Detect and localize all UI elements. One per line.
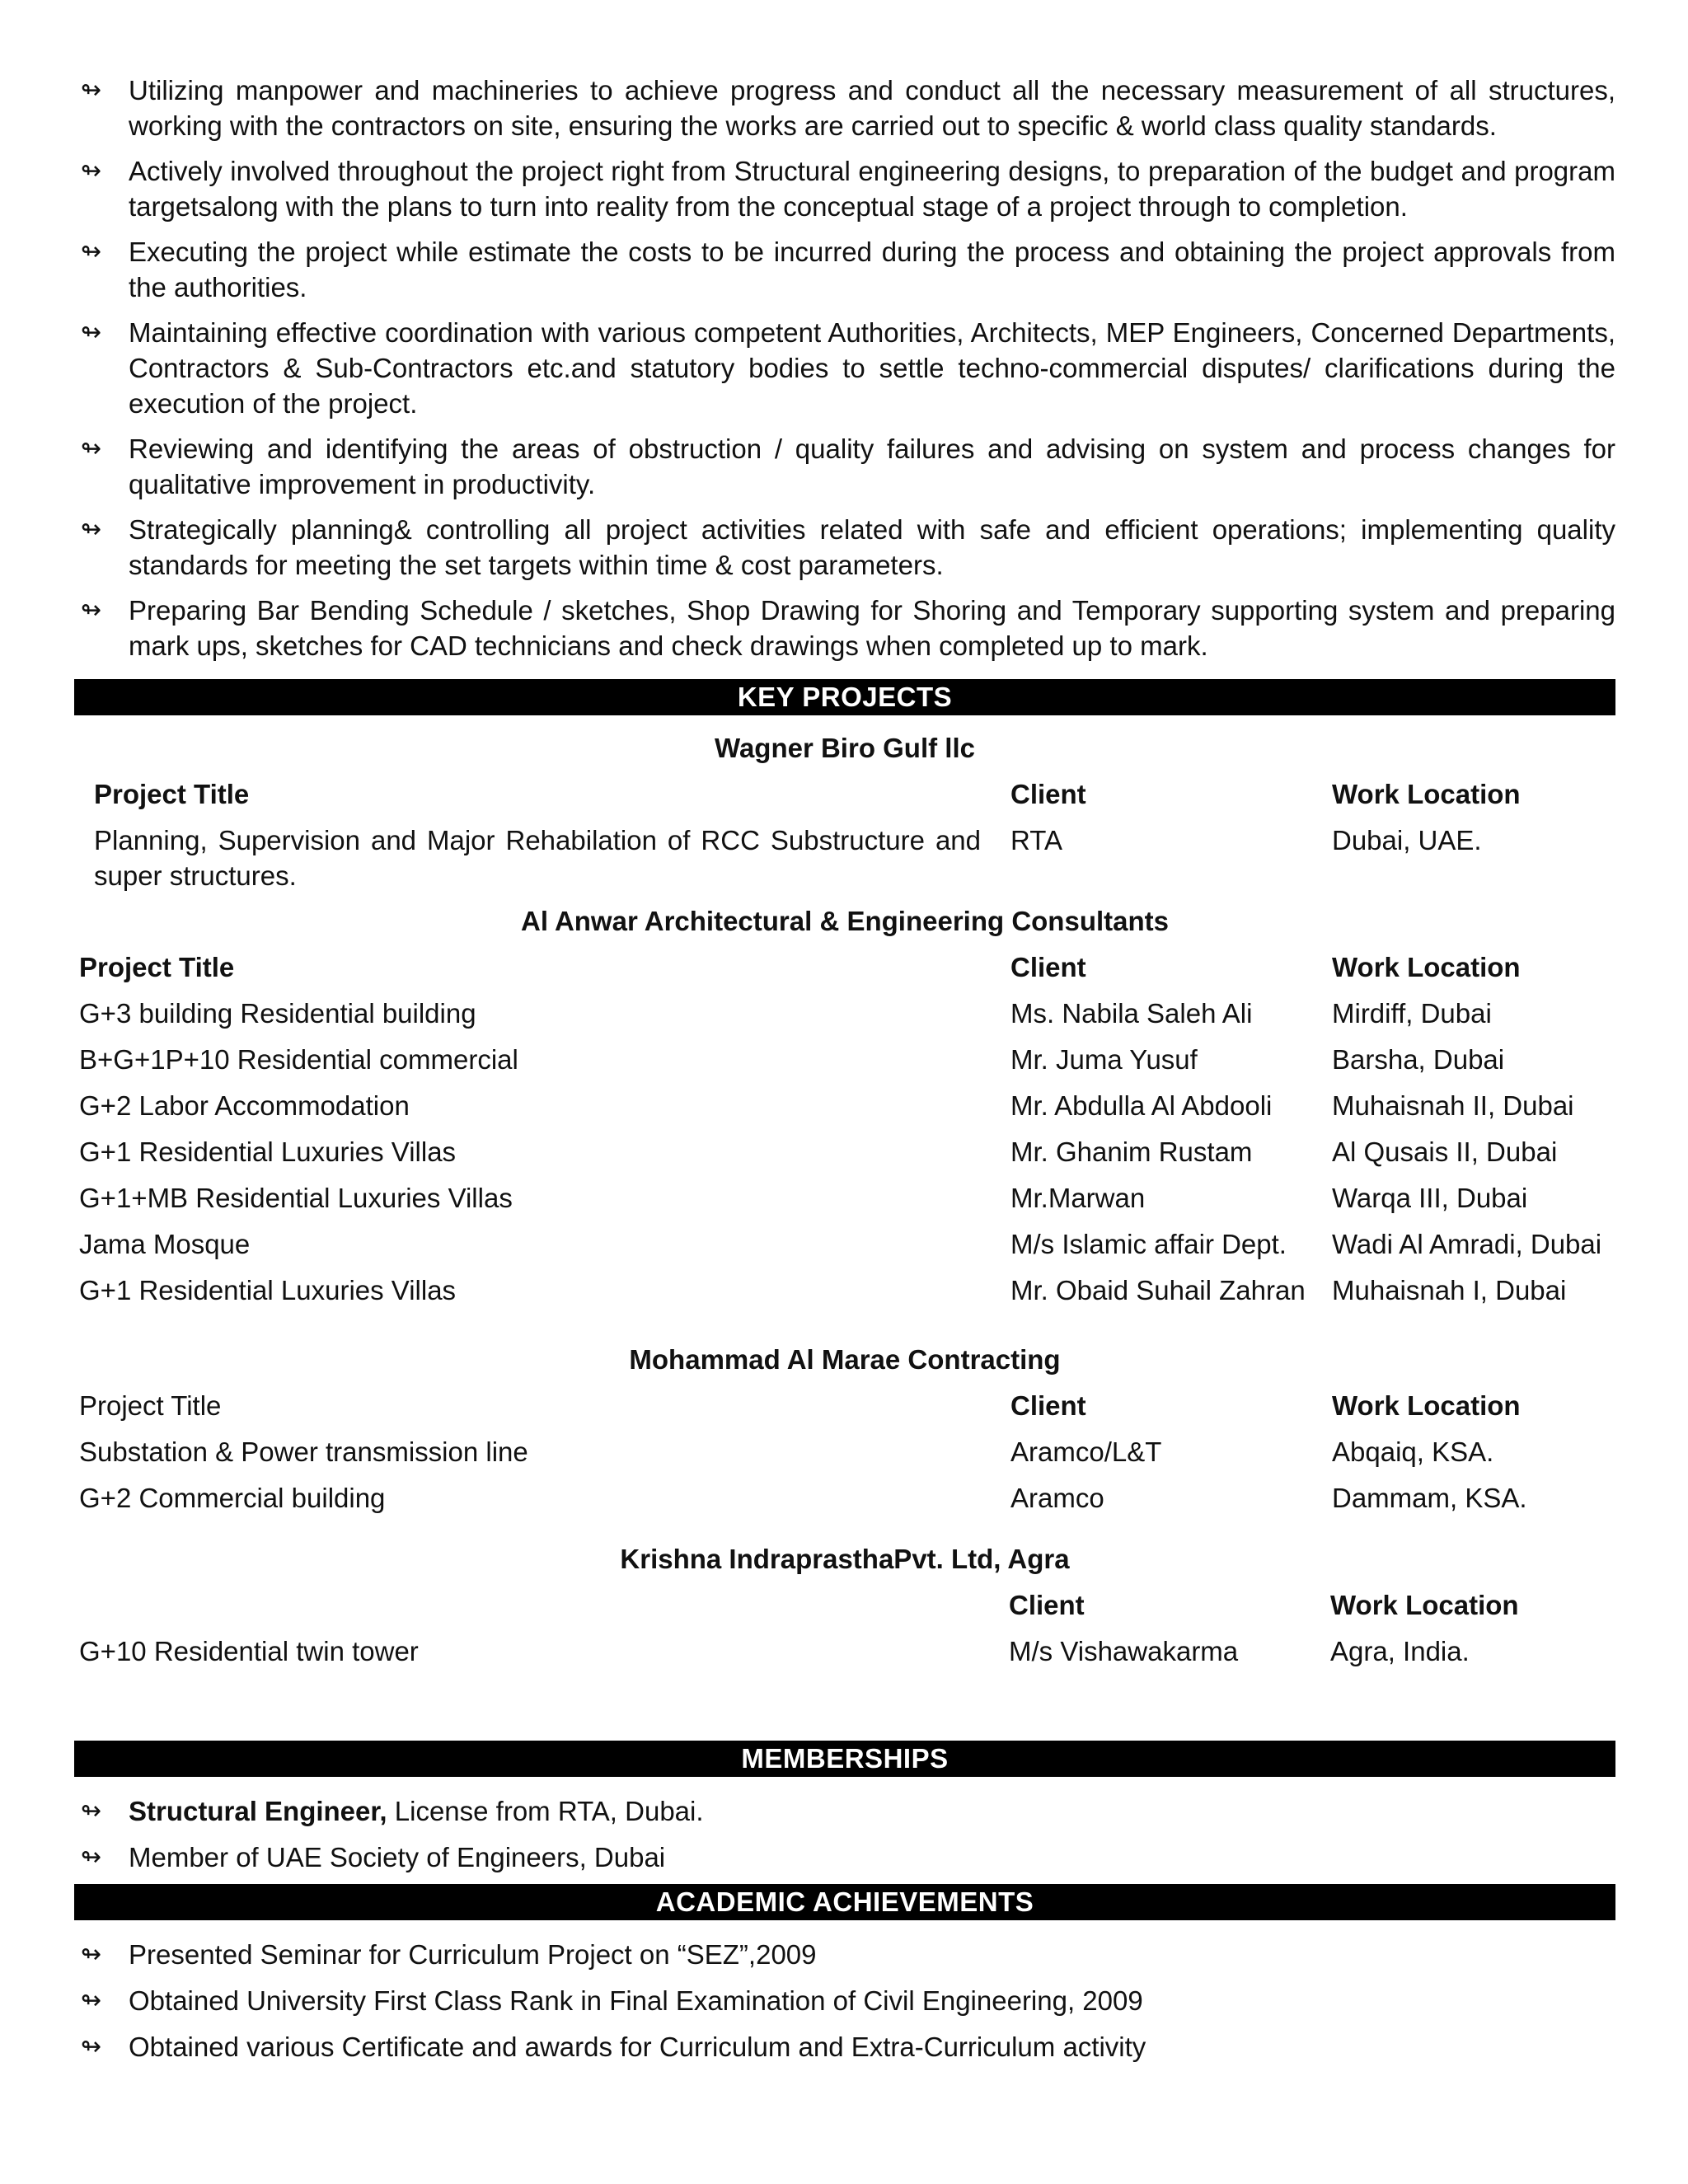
company-name: Al Anwar Architectural & Engineering Consultants [521, 906, 1169, 936]
project-title: G+10 Residential twin tower [79, 1636, 419, 1666]
project-client: Mr. Juma Yusuf [1010, 1044, 1198, 1075]
arrow-bullet-icon: ↬ [81, 1797, 102, 1825]
arrow-bullet-icon: ↬ [81, 435, 102, 462]
project-client: M/s Islamic affair Dept. [1010, 1229, 1287, 1259]
project-client: M/s Vishawakarma [1009, 1636, 1239, 1666]
column-header: Work Location [1332, 952, 1521, 982]
list-item: ↬ Utilizing manpower and machineries to achieve progress and conduct all the necessary measurement of all structures, working with the contractors on site, ensuring the works are carried out to specific & world class quality standards. [74, 73, 1615, 143]
arrow-bullet-icon: ↬ [81, 238, 102, 265]
company-name: Wagner Biro Gulf llc [715, 733, 975, 763]
responsibilities-list [74, 73, 1615, 673]
column-header: Client [1010, 952, 1086, 982]
arrow-bullet-icon: ↬ [81, 597, 102, 624]
arrow-bullet-icon: ↬ [81, 1844, 102, 1871]
arrow-bullet-icon: ↬ [81, 319, 102, 346]
project-location: Abqaiq, KSA. [1332, 1436, 1494, 1467]
list-item: ↬ Structural Engineer, License from RTA, Dubai. [74, 1793, 1615, 1829]
project-location: Mirdiff, Dubai [1332, 998, 1492, 1029]
column-header: Client [1010, 779, 1086, 809]
project-client: Mr. Ghanim Rustam [1010, 1137, 1253, 1167]
column-header: Work Location [1332, 779, 1521, 809]
project-title: B+G+1P+10 Residential commercial [79, 1044, 518, 1075]
list-item: ↬ Presented Seminar for Curriculum Project on “SEZ”,2009 [74, 1937, 1615, 1972]
project-title: Jama Mosque [79, 1229, 251, 1259]
project-client: Mr. Abdulla Al Abdooli [1010, 1090, 1273, 1121]
project-location: Muhaisnah II, Dubai [1332, 1090, 1574, 1121]
project-title: G+2 Commercial building [79, 1483, 386, 1513]
column-header: Project Title [94, 779, 250, 809]
key-projects-heading: KEY PROJECTS [74, 679, 1615, 715]
project-location: Muhaisnah I, Dubai [1332, 1275, 1567, 1305]
list-item: ↬ Maintaining effective coordination with various competent Authorities, Architects, MEP Engineers, Concerned Departments, Contractors & Sub-Contractors etc.and statutory bodies to settle techno-commercial disputes/ clarifications during the execution of the project. [74, 315, 1615, 421]
project-client: Aramco [1010, 1483, 1104, 1513]
project-client: Ms. Nabila Saleh Ali [1010, 998, 1253, 1029]
list-item: ↬ Member of UAE Society of Engineers, Dubai [74, 1840, 1615, 1875]
arrow-bullet-icon: ↬ [81, 77, 102, 104]
column-header: Work Location [1332, 1390, 1521, 1421]
academic-list [74, 1937, 1615, 2075]
column-header: Client [1010, 1390, 1086, 1421]
company-name: Krishna IndraprasthaPvt. Ltd, Agra [620, 1544, 1070, 1574]
list-item: ↬ Strategically planning& controlling all project activities related with safe and efficient operations; implementing quality standards for meeting the set targets within time & cost parameters. [74, 512, 1615, 583]
project-title: G+2 Labor Accommodation [79, 1090, 410, 1121]
company-name: Mohammad Al Marae Contracting [629, 1344, 1061, 1375]
column-header: Work Location [1330, 1590, 1519, 1620]
arrow-bullet-icon: ↬ [81, 2033, 102, 2060]
column-header: Project Title [79, 952, 235, 982]
list-item: ↬ Obtained University First Class Rank in Final Examination of Civil Engineering, 2009 [74, 1983, 1615, 2018]
project-title: Substation & Power transmission line [79, 1436, 528, 1467]
list-item: ↬ Executing the project while estimate the costs to be incurred during the process and obtaining the project approvals from the authorities. [74, 234, 1615, 305]
project-location: Warqa III, Dubai [1332, 1183, 1528, 1213]
project-location: Dubai, UAE. [1332, 825, 1482, 855]
project-title: G+1 Residential Luxuries Villas [79, 1275, 457, 1305]
list-item: ↬ Reviewing and identifying the areas of obstruction / quality failures and advising on system and process changes for qualitative improvement in productivity. [74, 431, 1615, 502]
project-location: Barsha, Dubai [1332, 1044, 1505, 1075]
arrow-bullet-icon: ↬ [81, 157, 102, 185]
project-client: Mr. Obaid Suhail Zahran [1010, 1275, 1306, 1305]
memberships-heading: MEMBERSHIPS [74, 1741, 1615, 1777]
project-client: Mr.Marwan [1010, 1183, 1146, 1213]
project-title: G+3 building Residential building [79, 998, 476, 1029]
memberships-list [74, 1793, 1615, 1886]
project-title: G+1+MB Residential Luxuries Villas [79, 1183, 513, 1213]
list-item: ↬ Actively involved throughout the project right from Structural engineering designs, to preparation of the budget and program targetsalong with the plans to turn into reality from the conceptual stage of a project through to completion. [74, 153, 1615, 224]
arrow-bullet-icon: ↬ [81, 516, 102, 543]
column-header: Project Title [79, 1390, 222, 1421]
list-item: ↬ Preparing Bar Bending Schedule / sketches, Shop Drawing for Shoring and Temporary supporting system and preparing mark ups, sketches for CAD technicians and check drawings when completed up to mark. [74, 593, 1615, 663]
project-location: Wadi Al Amradi, Dubai [1332, 1229, 1602, 1259]
project-location: Al Qusais II, Dubai [1332, 1137, 1558, 1167]
academic-heading: ACADEMIC ACHIEVEMENTS [74, 1884, 1615, 1920]
project-location: Agra, India. [1330, 1636, 1470, 1666]
column-header: Client [1009, 1590, 1085, 1620]
project-title: Planning, Supervision and Major Rehabilation of RCC Substructure and super structures. [94, 825, 981, 891]
project-title: G+1 Residential Luxuries Villas [79, 1137, 457, 1167]
arrow-bullet-icon: ↬ [81, 1941, 102, 1968]
project-client: RTA [1010, 825, 1062, 855]
arrow-bullet-icon: ↬ [81, 1987, 102, 2014]
project-location: Dammam, KSA. [1332, 1483, 1527, 1513]
project-client: Aramco/L&T [1010, 1436, 1162, 1467]
list-item: ↬ Obtained various Certificate and awards for Curriculum and Extra-Curriculum activity [74, 2029, 1615, 2064]
